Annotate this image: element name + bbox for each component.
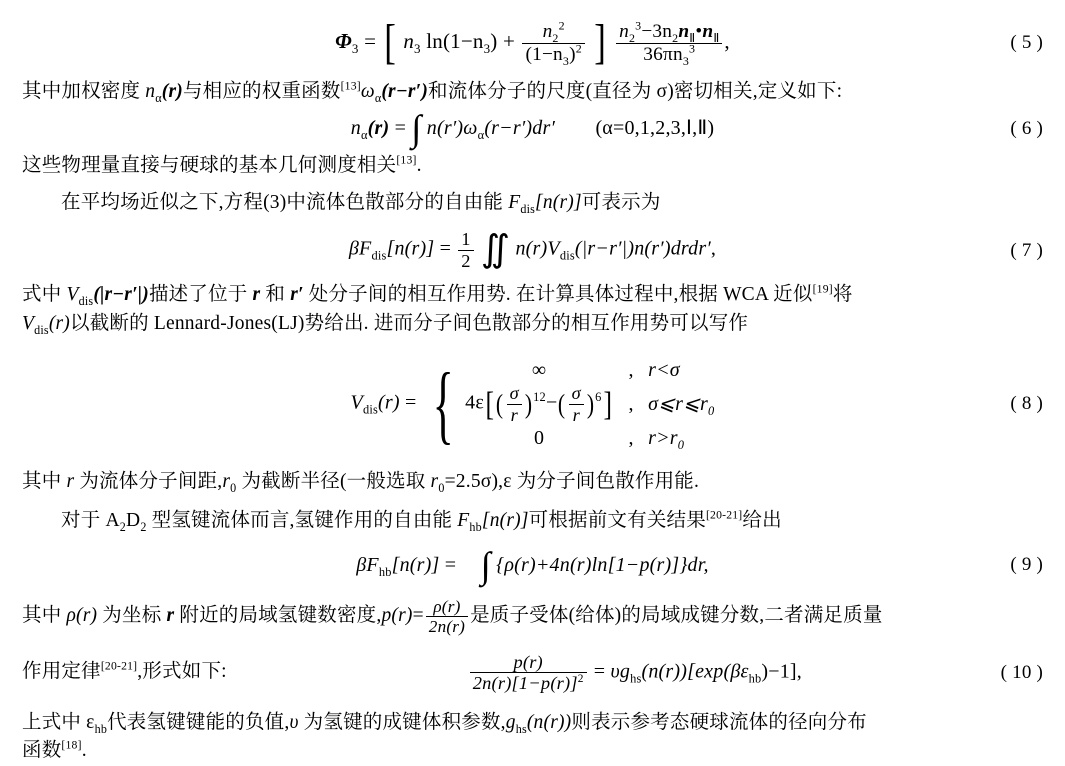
equation-9-number: ( 9 )	[1010, 554, 1043, 576]
p10-f: (n(r))	[526, 711, 572, 733]
p3-b-sub: dis	[520, 201, 536, 216]
eq8-case2-b-num: σ	[569, 383, 584, 405]
p1-c: (r)	[161, 81, 183, 102]
p3-b: F	[508, 191, 521, 213]
equation-10-number: ( 10 )	[1000, 661, 1043, 683]
eq8-case2-cond	[648, 390, 714, 419]
eq5-frac2-dot: •	[695, 20, 703, 42]
eq10-equals: =	[593, 660, 606, 683]
p1-d: 与相应的权重函数	[182, 81, 341, 102]
eq5-frac1-num: n	[542, 20, 553, 42]
eq7-lhs-sub: dis	[371, 249, 387, 263]
p7-d-sub: hb	[469, 519, 482, 534]
eq5-frac2-bold1: n	[678, 20, 690, 42]
paragraph-geometric-measures	[22, 152, 1043, 180]
p6-c: 为流体分子间距,	[74, 471, 223, 493]
p11-b: .	[81, 740, 87, 762]
eq8-case3-cond	[648, 424, 684, 453]
p5-a: V	[22, 312, 35, 334]
eq8-case-1	[464, 353, 714, 387]
eq8-case1-cond: r<σ	[648, 358, 680, 381]
eq10-frac-den-sup: 2	[577, 673, 584, 686]
eq8-case2-minus: −	[545, 391, 558, 414]
eq10-rhs-sub: hs	[630, 671, 642, 686]
p6-f-sub: 0	[438, 481, 445, 496]
eq6-lhs-arg: (r)	[367, 116, 390, 139]
p6-d: r	[222, 471, 231, 493]
eq6-lhs: n	[350, 116, 361, 139]
eq8-case2-a-den: r	[510, 404, 518, 425]
eq5-frac1-num-sub: 2	[552, 30, 559, 45]
paragraph-cutoff-radius	[22, 468, 1043, 496]
eq6-lhs-sub: α	[360, 127, 368, 142]
eq5-frac2-num-a-sub: 2	[628, 30, 636, 45]
eq5-plus: +	[502, 28, 515, 53]
p7-g: 给出	[742, 509, 782, 531]
p4-b: V	[66, 284, 79, 306]
eq10-rhs-tail: )−1],	[761, 660, 802, 683]
p8-d: r	[166, 605, 175, 627]
p7-c: 型氢键流体而言,氢键作用的自由能	[146, 509, 458, 531]
p8-c: 为坐标	[97, 605, 167, 627]
p10-e: g	[505, 711, 516, 733]
left-bracket-icon-2: [	[485, 385, 495, 423]
equation-5	[22, 12, 1043, 74]
eq8-case2-comma: ,	[628, 392, 634, 415]
p3-c: [n(r)]	[535, 191, 582, 213]
eq5-frac2-num-a: n	[619, 20, 629, 42]
equation-6	[22, 108, 1043, 148]
p6-d-sub: 0	[230, 481, 237, 496]
eq5-frac2-num-minus: −3n	[641, 20, 673, 42]
eq8-equals: =	[404, 391, 417, 414]
p8-e: 附近的局域氢键数密度,	[174, 605, 382, 627]
eq8-case-3	[464, 421, 714, 455]
paragraph-lj-potential	[22, 310, 1043, 338]
right-bracket-icon: ]	[594, 15, 607, 69]
p11-a: 函数	[22, 740, 62, 762]
p8-f: p(r)	[381, 605, 413, 627]
eq5-fraction-2	[616, 18, 722, 68]
paragraph-dispersion-potential	[22, 281, 1043, 309]
p1-f: (r−r′)	[381, 81, 429, 102]
eq5-equals: =	[364, 28, 377, 53]
p6-b: r	[66, 471, 75, 493]
eq8-case2-b-sup: 6	[595, 390, 602, 405]
p4-f: 和	[260, 284, 291, 306]
article-page	[0, 12, 1065, 762]
eq6-condition: (α=0,1,2,3,Ⅰ,Ⅱ)	[595, 116, 715, 139]
eq5-frac1-den-sup: 2	[575, 41, 582, 56]
p4-e: r	[252, 284, 261, 306]
equation-7	[22, 225, 1043, 275]
citation-20-21b: [20-21]	[100, 659, 138, 673]
p10-a-sub: hb	[94, 721, 108, 736]
p10-d: 为氢键的成键体积参数,	[298, 711, 506, 733]
p5-a-sub: dis	[34, 322, 49, 337]
eq7-body: n(r)V	[515, 238, 560, 260]
p7-d: F	[457, 509, 470, 531]
p8-a: 其中	[22, 605, 67, 627]
p4-i: 将	[832, 284, 853, 306]
citation-13a: [13]	[340, 79, 361, 93]
p9-b: ,形式如下:	[137, 661, 227, 683]
eq8-case2-a-sup: 12	[533, 390, 546, 405]
eq8-sigma-over-r-1	[507, 383, 522, 425]
eq9-lhs-sub: hb	[378, 564, 392, 579]
eq9-body: {ρ(r)+4n(r)ln[1−p(r)]}dr,	[496, 553, 709, 576]
p8-frac-num: ρ(r)	[426, 597, 468, 617]
right-bracket-icon-2: ]	[602, 385, 612, 423]
eq5-frac2-den-sub: 3	[682, 53, 690, 68]
paragraph-rdf-function	[22, 737, 1043, 765]
right-paren-icon-2: )	[586, 388, 595, 419]
p1-g: 和流体分子的尺度(直径为 σ)密切相关,定义如下:	[428, 81, 843, 102]
eq5-frac2-den: 36πn	[643, 43, 683, 65]
paragraph-hydrogen-bond	[22, 507, 1043, 535]
eq7-body2: (|r−r′|)n(r′)drdr′	[574, 238, 711, 260]
eq5-ln: ln(1−n	[426, 28, 484, 53]
eq5-lhs: Φ	[335, 28, 352, 53]
p3-d: 可表示为	[581, 191, 661, 213]
p7-f: 可根据前文有关结果	[528, 509, 706, 531]
p8-b: ρ(r)	[66, 605, 98, 627]
eq5-lhs-sub: 3	[351, 41, 359, 56]
eq8-lhs-sub: dis	[362, 402, 379, 417]
paragraph-mass-action-law	[22, 658, 227, 686]
p10-a: 上式中 ε	[22, 711, 95, 733]
equation-9	[22, 543, 1043, 587]
equation-6-number: ( 6 )	[1010, 117, 1043, 139]
eq8-case1-value: ∞	[531, 358, 547, 381]
p4-g: r′	[290, 284, 304, 306]
eq8-case2-a-num: σ	[507, 383, 522, 405]
p10-e-sub: hs	[515, 721, 527, 736]
p5-c: 以截断的 Lennard-Jones(LJ)势给出. 进而分子间色散部分的相互作用势可以写作	[70, 312, 749, 334]
p8-g: =	[412, 605, 424, 627]
p6-g: =2.5σ),ε 为分子间色散作用能.	[444, 471, 700, 493]
eq5-frac2-bold2: n	[702, 20, 714, 42]
p1-e: ω	[360, 81, 375, 102]
eq5-frac1-den-close: )	[569, 43, 576, 65]
p4-a: 式中	[22, 284, 67, 306]
eq6-body-sub: α	[477, 127, 485, 142]
p9-a: 作用定律	[22, 661, 101, 683]
left-bracket-icon: [	[383, 15, 396, 69]
citation-18: [18]	[61, 738, 82, 752]
eq10-rhs-sub2: hb	[748, 671, 762, 686]
paragraph-hb-energy	[22, 709, 1043, 737]
paragraph-weighted-density	[22, 78, 1043, 106]
p10-g: 则表示参考态硬球流体的径向分布	[571, 711, 867, 733]
p8-h: 是质子受体(给体)的局域成键分数,二者满足质量	[470, 605, 883, 627]
eq8-case2-cond-sub: 0	[708, 403, 715, 418]
eq5-frac1-den: (1−n	[525, 43, 563, 65]
p3-a: 在平均场近似之下,方程(3)中流体色散部分的自由能	[61, 191, 509, 213]
p7-e: [n(r)]	[481, 509, 529, 531]
p1-b-sub: α	[155, 90, 162, 105]
eq8-lhs: V	[350, 391, 363, 414]
eq8-lhs-arg: (r)	[378, 391, 400, 414]
p4-c: (|r−r′|)	[93, 284, 149, 306]
left-curly-brace-icon: {	[432, 355, 454, 453]
eq9-equals: =	[444, 553, 457, 576]
eq8-case2-prefix: 4ε	[465, 391, 484, 414]
eq5-tail: ,	[724, 28, 730, 53]
eq6-body2: (r−r′)dr′	[484, 116, 556, 139]
p7-b-sub: 2	[140, 519, 147, 534]
p6-f: r	[430, 471, 439, 493]
double-integral-icon: ∬	[480, 229, 511, 271]
eq8-case3-value: 0	[533, 426, 545, 449]
eq10-rhs: υg	[610, 660, 631, 683]
p8-frac-den: 2n(r)	[428, 617, 466, 637]
p2-end: .	[416, 155, 422, 177]
eq8-case2-b-den: r	[572, 404, 580, 425]
eq8-case2-cond-text: σ⩽r⩽r	[648, 392, 709, 415]
eq9-lhs-arg: [n(r)]	[391, 553, 440, 576]
left-paren-icon-2: (	[558, 388, 566, 419]
eq5-ln-sub: 3	[483, 41, 491, 56]
eq5-frac2-num-a-sup: 3	[635, 18, 642, 33]
p7-a: 对于 A	[61, 509, 120, 531]
eq5-frac1-num-sup: 2	[558, 18, 565, 33]
equation-10	[227, 652, 1043, 694]
p4-h: 处分子间的相互作用势. 在计算具体过程中,根据 WCA 近似	[303, 284, 813, 306]
eq8-case3-comma: ,	[628, 426, 634, 449]
right-paren-icon-1: )	[524, 388, 533, 419]
p5-b: (r)	[48, 312, 71, 334]
left-paren-icon-1: (	[496, 388, 504, 419]
p10-c: υ	[289, 711, 299, 733]
eq7-tail: ,	[710, 238, 717, 260]
eq5-ln-close: )	[490, 28, 498, 53]
paragraph-bond-fraction	[22, 597, 1043, 636]
eq10-rhs-arg: (n(r))[exp(βε	[641, 660, 749, 683]
eq5-frac2-num-b-sub: 2	[672, 30, 679, 45]
eq5-frac2-den-sup: 3	[689, 41, 696, 56]
eq8-case3-cond-sub: 0	[677, 437, 685, 452]
eq8-sigma-over-r-2	[569, 383, 584, 425]
eq8-case3-cond-text: r>r	[648, 426, 678, 449]
p10-b: 代表氢键键能的负值,	[107, 711, 290, 733]
eq7-lhs-arg: [n(r)]	[386, 238, 435, 260]
eq10-frac-num: p(r)	[470, 652, 587, 674]
eq10-fraction	[470, 652, 587, 694]
p1-a: 其中加权密度	[22, 81, 146, 102]
equation-7-number: ( 7 )	[1010, 239, 1043, 261]
eq5-frac1-den-sub: 3	[562, 53, 570, 68]
eq9-lhs: βF	[356, 553, 379, 576]
eq5-term1-sub: 3	[414, 41, 421, 56]
citation-20-21a: [20-21]	[705, 508, 743, 522]
integral-icon: ∫	[411, 108, 422, 150]
p6-a: 其中	[22, 471, 67, 493]
eq7-lhs: βF	[348, 238, 372, 260]
eq6-equals: =	[394, 116, 407, 139]
eq5-frac2-bold2-sub: Ⅱ	[713, 30, 720, 45]
p6-e: 为截断半径(一般选取	[236, 471, 431, 493]
p7-b: D	[126, 509, 141, 531]
equation-8-number: ( 8 )	[1010, 393, 1043, 415]
p2-text: 这些物理量直接与硬球的基本几何测度相关	[22, 155, 397, 177]
equation-5-number: ( 5 )	[1010, 32, 1043, 54]
eq10-frac-den: 2n(r)[1−p(r)]	[472, 673, 578, 694]
p1-e-sub: α	[374, 90, 382, 105]
eq7-one-half	[458, 229, 473, 271]
eq8-case-2	[464, 383, 715, 425]
eq5-frac2-bold1-sub: Ⅱ	[689, 30, 696, 45]
eq7-equals: =	[439, 238, 452, 260]
eq5-term1: n	[403, 28, 415, 53]
p4-d: 描述了位于	[148, 284, 253, 306]
eq8-piecewise	[422, 353, 715, 455]
equation-8	[22, 346, 1043, 462]
eq8-case1-comma: ,	[628, 358, 634, 381]
eq5-fraction-1	[522, 18, 584, 68]
p1-b: n	[145, 81, 156, 102]
eq7-half-den: 2	[461, 250, 471, 271]
citation-13b: [13]	[396, 153, 417, 167]
p7-a-sub: 2	[119, 519, 127, 534]
eq6-body: n(r′)ω	[426, 116, 478, 139]
p4-b-sub: dis	[78, 294, 94, 309]
integral-icon-2: ∫	[480, 545, 491, 586]
eq7-half-num: 1	[458, 229, 473, 251]
eq7-body-sub: dis	[559, 249, 575, 263]
citation-19: [19]	[812, 282, 833, 296]
p8-fraction	[426, 597, 468, 636]
equation-10-row	[22, 643, 1043, 703]
paragraph-mean-field	[22, 189, 1043, 217]
